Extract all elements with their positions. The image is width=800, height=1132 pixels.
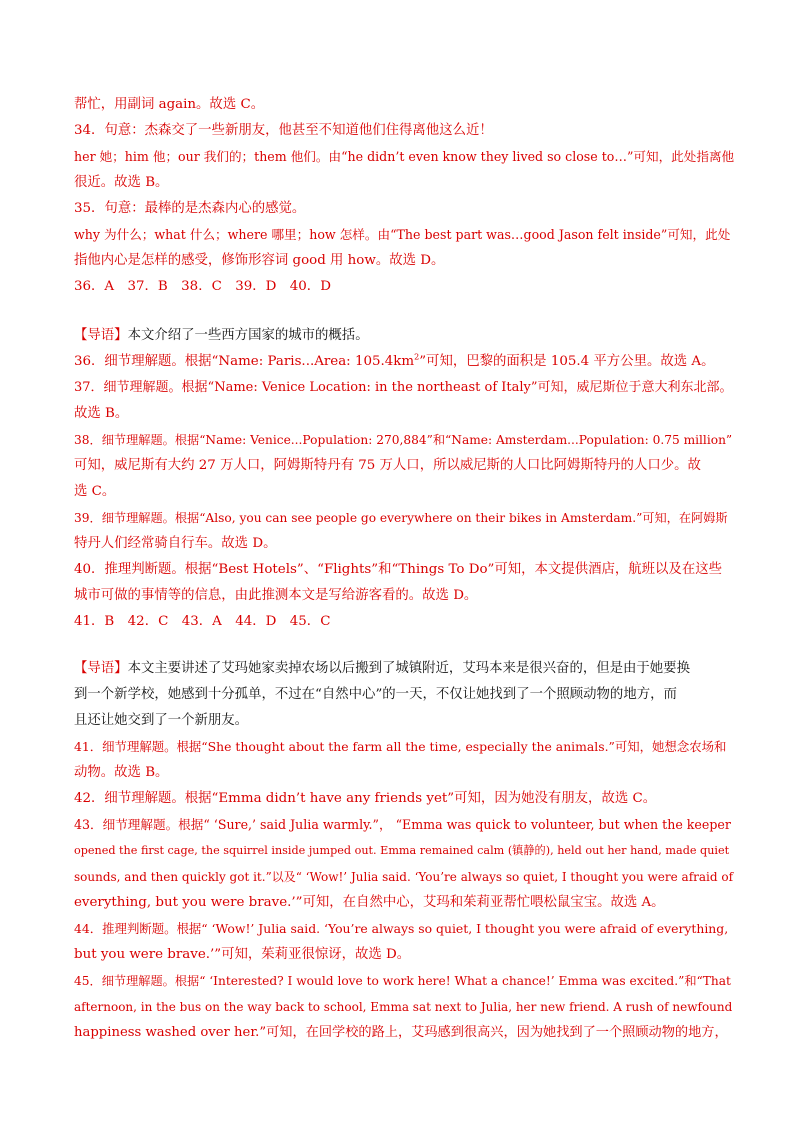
text-line: everything, but you were brave.’”可知，在自然中心，艾玛和茱莉亚帮忙喂松鼠宝宝。故选 A。 (74, 895, 665, 910)
intro-line: 【导语】本文介绍了一些西方国家的城市的概括。 (74, 328, 369, 343)
text-line: 到一个新学校，她感到十分孤单，不过在“自然中心”的一天，不仅让她找到了一个照顾动物的地方，而 (74, 687, 677, 702)
intro-tag: 【导语】 (74, 661, 128, 676)
text-line: 可知，威尼斯有大约 27 万人口，阿姆斯特丹有 75 万人口，所以威尼斯的人口比阿姆斯特丹的人口少。故 (74, 458, 701, 473)
answer-line: 36．A 37．B 38．C 39．D 40．D (74, 279, 331, 294)
text-line: why 为什么；what 什么；where 哪里；how 怎样。由“The best part was…good Jason felt inside”可知，此处 (74, 227, 731, 242)
text-line: 40．推理判断题。根据“Best Hotels”、“Flights”和“Things To Do”可知，本文提供酒店，航班以及在这些 (74, 562, 722, 577)
text-line: 45．细节理解题。根据“ ‘Interested? I would love to work here! What a chance!’ Emma was excited.”和“That (74, 974, 731, 988)
text-line: 特丹人们经常骑自行车。故选 D。 (74, 536, 277, 551)
answer-line: 41．B 42．C 43．A 44．D 45．C (74, 614, 331, 629)
text-line: 动物。故选 B。 (74, 765, 169, 780)
text-line: 39．细节理解题。根据“Also, you can see people go everywhere on their bikes in Amsterdam.”可知，在阿姆斯 (74, 511, 728, 525)
text-line: 36．细节理解题。根据“Name: Paris...Area: $105.4km^2$”可知，巴黎的面积是 105.4 平方公里。故选 A。 (74, 352, 715, 369)
text-line: afternoon, in the bus on the way back to school, Emma sat next to Julia, her new friend. A rush of newfound (74, 1000, 733, 1014)
text-line: her 她；him 他；our 我们的；them 他们。由“he didn’t even know they lived so close to…”可知，此处指离他 (74, 149, 735, 164)
text-line: 43．细节理解题。根据“ ‘Sure,’ said Julia warmly.”， “Emma was quick to volunteer, but when the keeper (74, 817, 731, 832)
text-line: 帮忙，用副词 again。故选 C。 (74, 97, 265, 112)
text-line: 34．句意：杰森交了一些新朋友，他甚至不知道他们住得离他这么近！ (74, 123, 493, 138)
text-line: 42．细节理解题。根据“Emma didn’t have any friends yet”可知，因为她没有朋友，故选 C。 (74, 791, 657, 806)
text-line: 38．细节理解题。根据“Name: Venice...Population: 270,884”和“Name: Amsterdam...Population: 0.75 million” (74, 433, 733, 447)
text-line: happiness washed over her.”可知，在回学校的路上，艾玛感到很高兴，因为她找到了一个照顾动物的地方， (74, 1025, 728, 1040)
text-line: 指他内心是怎样的感受，修饰形容词 good 用 how。故选 D。 (74, 253, 445, 268)
text-line: 选 C。 (74, 484, 116, 499)
text-line: 且还让她交到了一个新朋友。 (74, 713, 249, 728)
intro-tag: 【导语】 (74, 328, 128, 343)
text-line: but you were brave.’”可知，茱莉亚很惊讶，故选 D。 (74, 947, 411, 962)
intro-line: 【导语】本文主要讲述了艾玛她家卖掉农场以后搬到了城镇附近，艾玛本来是很兴奋的，但是由于她要换 (74, 661, 690, 676)
text-line: 城市可做的事情等的信息，由此推测本文是写给游客看的。故选 D。 (74, 588, 478, 603)
text-line: sounds, and then quickly got it.”以及“ ‘Wow!’ Julia said. ‘You’re always so quiet, I thought you were afraid of (74, 870, 734, 884)
text-line: 44．推理判断题。根据“ ‘Wow!’ Julia said. ‘You’re always so quiet, I thought you were afraid of everything, (74, 921, 729, 936)
text-line: 37．细节理解题。根据“Name: Venice Location: in the northeast of Italy”可知，威尼斯位于意大利东北部。 (74, 380, 733, 395)
text-line: opened the first cage, the squirrel inside jumped out. Emma remained calm (镇静的), held out her hand, made quiet (74, 844, 730, 857)
text-line: 故选 B。 (74, 406, 129, 421)
text-line: 很近。故选 B。 (74, 175, 169, 190)
text-line: 41．细节理解题。根据“She thought about the farm all the time, especially the animals.”可知，她想念农场和 (74, 739, 727, 754)
text-line: 35．句意：最棒的是杰森内心的感觉。 (74, 201, 306, 216)
